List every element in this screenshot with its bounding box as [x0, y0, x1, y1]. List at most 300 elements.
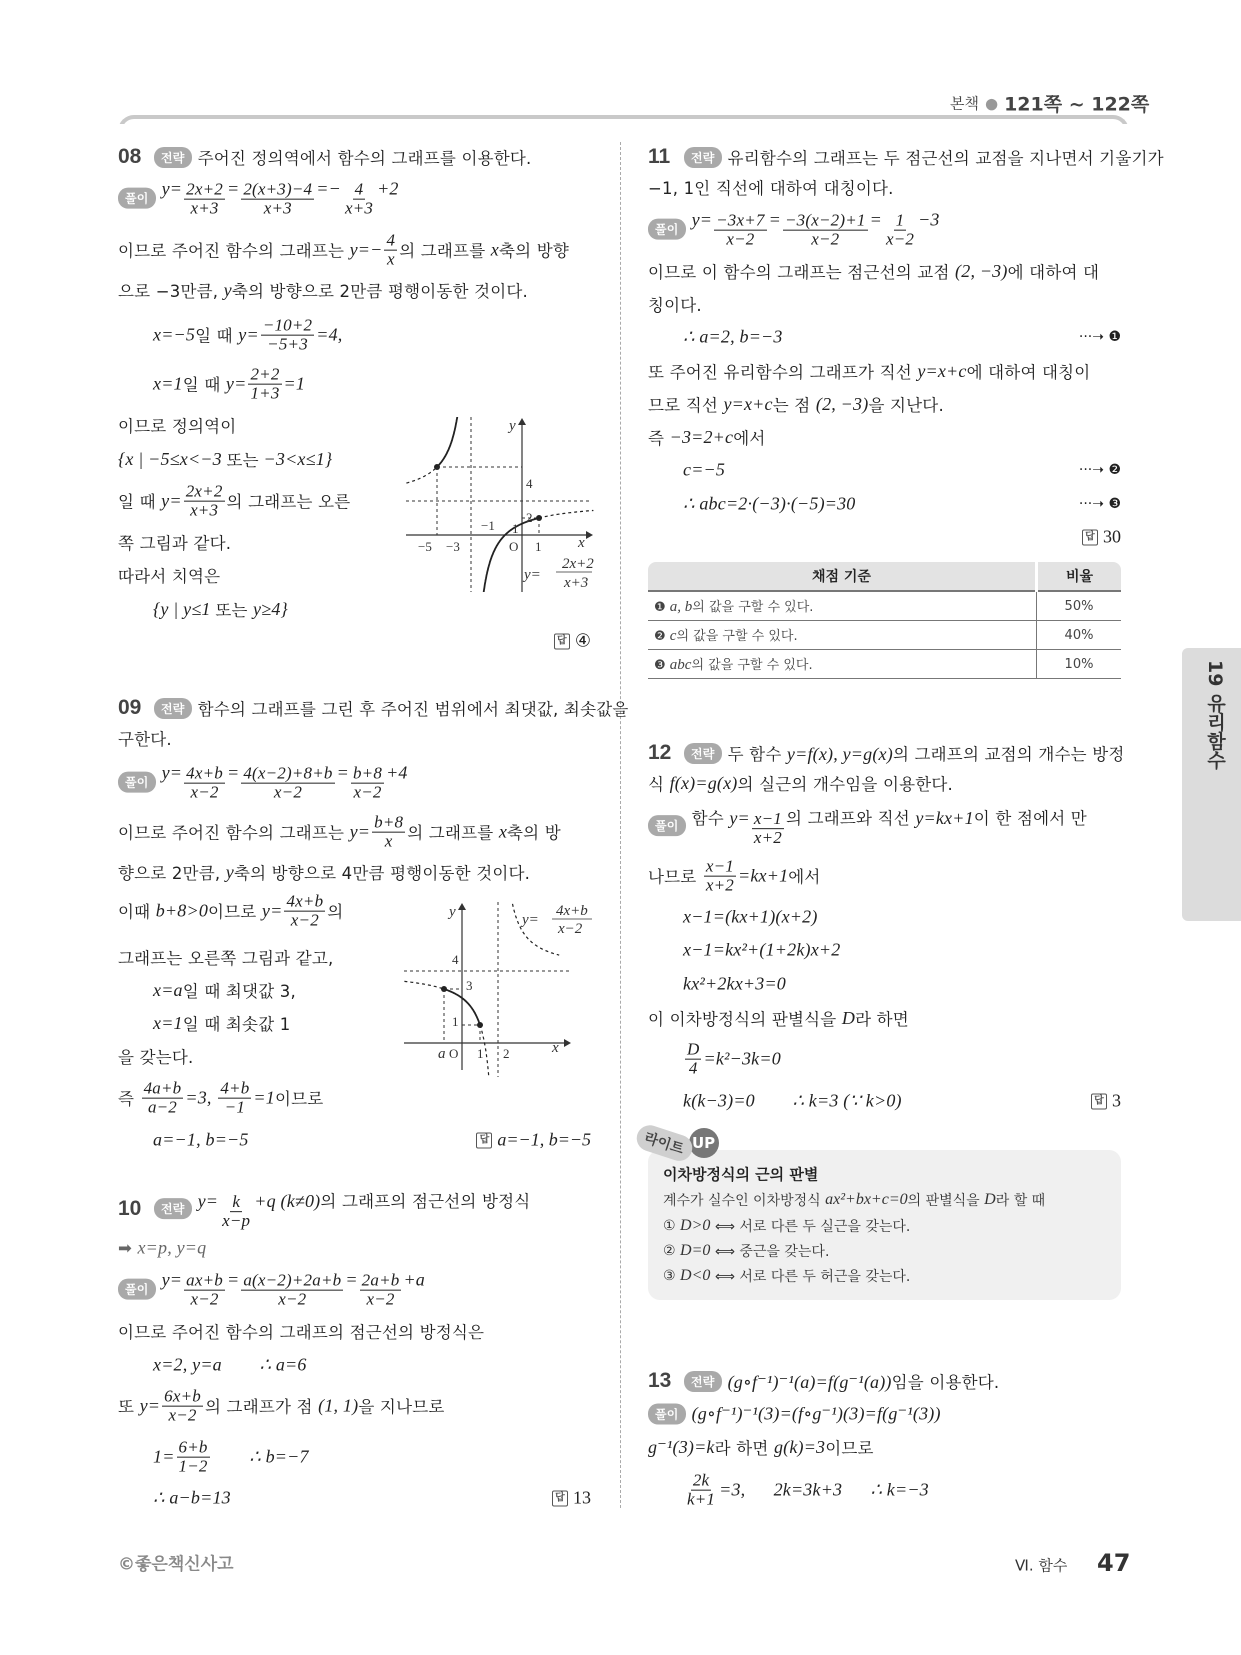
answer-value: ④ [574, 630, 591, 651]
asymptote-hint [118, 1238, 206, 1259]
answer [1091, 1091, 1121, 1112]
math-segment: x [498, 821, 508, 842]
text-segment: 일 때 [182, 376, 226, 395]
ratio-cell: 40% [1037, 621, 1122, 650]
math-segment: g⁻¹(3)=k [648, 1436, 715, 1457]
text-line [118, 1044, 193, 1068]
text-line [683, 1041, 781, 1078]
fraction [248, 366, 281, 403]
text-segment: 을 지난다. [868, 396, 944, 415]
answer-value: 3 [1112, 1090, 1121, 1111]
text-segment: 이므로 이 함수의 그래프는 점근선의 교점 [648, 263, 956, 282]
fraction-denominator: −1 [224, 1097, 246, 1117]
fraction [241, 1272, 343, 1309]
step-number-icon: ❷ [654, 629, 666, 644]
text-line [118, 232, 569, 269]
fraction [783, 212, 868, 249]
text-segment: 일 때 최댓값 3, [182, 982, 296, 1001]
fraction-numerator: 2+2 [250, 364, 280, 384]
x-tick-label: 2 [503, 1046, 510, 1061]
text-line [683, 974, 786, 995]
text-segment: 에서 [788, 868, 821, 887]
fraction [343, 181, 375, 218]
book-label: 본책 [950, 94, 979, 113]
fraction-numerator: 2x+2 [185, 481, 223, 501]
fraction-numerator: 2a+b [361, 1270, 400, 1290]
text-segment: 을 갖는다. [118, 1048, 194, 1067]
fraction-numerator: x−1 [705, 856, 734, 876]
math-segment: x=2, y=a ∴ a=6 [153, 1354, 307, 1375]
text-line [153, 1439, 309, 1476]
text-segment: 라 할 때 [995, 1193, 1046, 1209]
fraction-denominator: k+1 [687, 1489, 716, 1509]
text-line [118, 814, 561, 851]
y-axis-label: y [509, 418, 516, 434]
x-intercept-label: −1 [481, 518, 495, 533]
curve-label-numerator: 4x+b [556, 903, 588, 919]
math-segment: =k²−3k=0 [703, 1048, 781, 1069]
badge-text: 라이트 [633, 1122, 695, 1164]
text-segment: 의 판별식을 [907, 1193, 985, 1209]
column-header: 비율 [1037, 562, 1122, 591]
text-line [118, 447, 332, 471]
strategy-line [684, 145, 1164, 169]
text-line [153, 1130, 249, 1151]
column-header: 채점 기준 [648, 562, 1037, 591]
x-axis-arrow-icon [586, 531, 593, 539]
fraction [184, 765, 225, 802]
text-segment: 이므로 [274, 1090, 324, 1109]
strategy-badge: 전략 [154, 1199, 192, 1220]
text-segment: 을 지나므로 [358, 1398, 445, 1417]
x-tick-label: 1 [477, 1046, 484, 1061]
x-axis-label: x [578, 535, 585, 551]
text-segment: ➡ [118, 1238, 138, 1258]
step-number-icon: ❶ [654, 600, 666, 615]
math-segment: = [226, 178, 240, 199]
text-segment: 이므로 [825, 1439, 874, 1458]
y-tick-label: 1 [512, 521, 519, 536]
solution-badge: 풀이 [118, 188, 156, 209]
math-segment: (1, 1) [318, 1395, 359, 1416]
fraction-denominator: x+2 [753, 828, 782, 847]
fraction-denominator: 1−2 [178, 1456, 208, 1476]
text-segment: 라 하면 [714, 1439, 774, 1458]
fraction-denominator: x−2 [273, 782, 303, 802]
table-row [648, 650, 1121, 679]
chapter-label: Ⅵ. 함수 [1015, 1556, 1068, 1575]
fraction-numerator: 2k [692, 1470, 710, 1490]
ratio-cell: 10% [1037, 650, 1122, 679]
math-segment: D>0 [680, 1217, 711, 1234]
text-segment: 일 때 최솟값 1 [182, 1015, 291, 1034]
criterion-variable: a, b [669, 599, 693, 615]
solution-line [118, 1270, 425, 1309]
y-tick-label: 4 [452, 952, 459, 967]
math-segment: −3=2+c [669, 426, 734, 447]
fraction-numerator: k [232, 1192, 241, 1212]
text-line [683, 327, 783, 348]
text-segment: 라 하면 [855, 1010, 909, 1029]
bullet-icon: ● [984, 94, 999, 112]
math-segment: =3, [185, 1087, 217, 1108]
text-line [153, 597, 288, 621]
math-segment: +a [403, 1269, 425, 1290]
problem-number: 10 [118, 1197, 142, 1220]
solution-line [118, 763, 408, 802]
math-segment: c=−5 [683, 459, 726, 480]
text-line [118, 1319, 484, 1343]
chapter-tab[interactable] [1182, 648, 1241, 921]
text-segment: 축의 방향 [498, 242, 569, 261]
text-line [648, 359, 1090, 383]
fraction-numerator: a(x−2)+2a+b [243, 1270, 342, 1290]
fraction [284, 893, 325, 930]
math-segment: = [226, 1269, 240, 1290]
y-tick-label: 2 [526, 510, 533, 525]
solution-badge: 풀이 [648, 219, 686, 240]
text-segment: 이 한 점에서 만 [973, 809, 1087, 829]
dashed-curve [404, 981, 444, 989]
text-line [648, 292, 702, 316]
math-segment: +q (k≠0) [254, 1191, 321, 1212]
math-segment: g(k)=3 [773, 1436, 826, 1457]
problem-number: 13 [648, 1369, 672, 1392]
criterion-cell [648, 621, 1037, 650]
text-segment: ② [663, 1243, 681, 1259]
math-segment: y= [197, 1191, 219, 1212]
table-row [648, 591, 1121, 621]
fraction [360, 1272, 402, 1309]
text-segment: 므로 직선 [648, 396, 724, 415]
strategy-text [728, 1369, 1000, 1393]
graph-08 [406, 417, 596, 592]
text-segment: 함수 [691, 809, 730, 829]
text-segment: 두 함수 [727, 745, 787, 764]
curve-label-denominator: x+3 [564, 575, 589, 591]
strategy-badge: 전략 [684, 743, 722, 764]
strategy-line [154, 696, 629, 720]
text-segment: ⟺ 서로 다른 두 허근을 갖는다. [710, 1269, 911, 1285]
math-segment: = [345, 1269, 358, 1290]
text-segment: 이므로 주어진 함수의 그래프는 [118, 242, 350, 261]
math-segment: (g∘f⁻¹)⁻¹(a)=f(g⁻¹(a)) [727, 1372, 892, 1392]
text-line [648, 1006, 909, 1030]
dashed-curve [539, 510, 593, 518]
criterion-variable: c [669, 628, 677, 644]
text-segment: ① [663, 1218, 681, 1234]
math-segment: +2 [377, 178, 399, 199]
answer-icon: 답 [476, 1132, 492, 1148]
fraction [752, 810, 784, 847]
fraction-numerator: b+8 [352, 763, 383, 783]
text-line [683, 494, 856, 515]
page-range-header [950, 90, 1149, 117]
text-line [683, 907, 818, 928]
fraction-numerator: ax+b [186, 1270, 223, 1290]
scoring-table [648, 562, 1121, 679]
text-segment: 임을 이용한다. [891, 1373, 1000, 1392]
strategy-text [198, 145, 532, 169]
text-segment: 주어진 정의역에서 함수의 그래프를 이용한다. [197, 149, 532, 168]
fraction-numerator: D [687, 1039, 700, 1059]
answer [476, 1130, 591, 1151]
fraction-denominator: x−2 [168, 1405, 197, 1425]
curve-label-denominator: x−2 [558, 921, 583, 937]
math-segment: (g∘f⁻¹)⁻¹(3)=(f∘g⁻¹)(3)=f(g⁻¹(3)) [691, 1403, 941, 1424]
math-segment: −3<x≤1} [258, 448, 333, 469]
math-segment: x=−5 [153, 324, 196, 345]
light-up-badge [636, 1128, 719, 1158]
y-tick-label: 3 [466, 978, 473, 993]
fraction [261, 317, 314, 354]
text-line [118, 413, 236, 437]
strategy-line [684, 741, 1125, 765]
math-segment: = [768, 209, 781, 230]
text-segment: 축의 방향으로 2만큼 평행이동한 것이다. [231, 282, 528, 301]
fraction-numerator: 6+b [178, 1437, 208, 1457]
criterion-cell [648, 591, 1037, 621]
math-segment: y= [225, 373, 247, 394]
text-segment: 그래프는 오른쪽 그림과 같고, [118, 949, 334, 968]
answer-icon: 답 [552, 1490, 568, 1506]
fraction-denominator: x+3 [190, 500, 219, 520]
math-segment: y [223, 279, 232, 300]
math-segment: x=p, y=q [137, 1237, 207, 1258]
math-segment: =3, 2k=3k+3 ∴ k=−3 [719, 1479, 929, 1500]
text-line [683, 1472, 929, 1509]
criterion-text: 의 값을 구할 수 있다. [676, 629, 798, 644]
fraction-numerator: 4(x−2)+8+b [243, 763, 333, 783]
criterion-cell [648, 650, 1037, 679]
column-divider [620, 142, 621, 1508]
math-segment: x=1 [153, 373, 183, 394]
fraction [685, 1472, 717, 1509]
answer-value: 30 [1103, 526, 1121, 547]
answer-value: a=−1, b=−5 [497, 1129, 591, 1150]
fraction-numerator: −10+2 [262, 315, 313, 335]
text-segment: 에 대하여 대 [1007, 263, 1100, 282]
text-segment: 이므로 주어진 함수의 그래프의 점근선의 방정식은 [118, 1323, 485, 1342]
solution-line [118, 179, 399, 218]
math-segment: y=kx+1 [915, 808, 974, 829]
math-segment: x=a [153, 979, 183, 1000]
text-line [683, 460, 725, 481]
fraction-numerator: 4+b [220, 1078, 250, 1098]
solution-text [162, 1270, 425, 1309]
text-segment: 의 그래프가 점 [204, 1398, 319, 1417]
math-segment: (2, −3) [815, 393, 869, 414]
fraction-denominator: x−2 [811, 229, 840, 249]
answer-value: 13 [573, 1487, 591, 1508]
fraction-numerator: 4a+b [143, 1078, 182, 1098]
fraction-denominator: x−2 [278, 1289, 307, 1309]
dashed-curve [406, 467, 437, 483]
math-segment: D<0 [680, 1267, 711, 1284]
answer-icon: 답 [1082, 529, 1098, 545]
text-segment: 일 때 [195, 327, 239, 346]
tip-item [663, 1266, 910, 1286]
y-tick-label: 1 [452, 1014, 459, 1029]
math-segment: y= [261, 900, 283, 921]
text-segment: 식 [648, 775, 670, 794]
text-line [683, 1091, 902, 1112]
text-segment: 이므로 정의역이 [118, 417, 237, 436]
fraction [162, 1388, 203, 1425]
problem-number: 12 [648, 741, 672, 764]
math-segment: y=− [349, 239, 383, 260]
fraction-denominator: x+2 [705, 875, 734, 895]
text-segment: 따라서 치역은 [118, 567, 221, 586]
text-segment: 향으로 2만큼, [118, 864, 226, 883]
tip-title: 이차방정식의 근의 판별 [663, 1165, 819, 1184]
strategy-text [198, 696, 629, 720]
math-segment: f(x)=g(x) [669, 772, 738, 793]
chapter-tab-label: 19 유리함수 [1204, 660, 1226, 770]
solution-line [648, 210, 940, 249]
text-segment: 축의 방 [507, 824, 561, 843]
answer-icon: 답 [1091, 1093, 1107, 1109]
text-segment: 으로 −3만큼, [118, 282, 224, 301]
fraction-numerator: −3x+7 [716, 210, 765, 230]
text-line [118, 278, 528, 302]
text-segment: 는 점 [772, 396, 816, 415]
math-segment: =4, [316, 324, 343, 345]
text-segment: 의 그래프의 점근선의 방정식 [320, 1192, 531, 1212]
math-segment: =kx+1 [738, 865, 789, 886]
text-segment: 이때 [118, 903, 156, 922]
table-row [648, 621, 1121, 650]
page-number: 47 [1097, 1549, 1131, 1577]
fraction [704, 858, 736, 895]
problem-number: 11 [648, 145, 671, 168]
page-range: 121쪽 ~ 122쪽 [1004, 93, 1150, 116]
fraction [372, 814, 405, 851]
fraction [177, 1439, 210, 1476]
ratio-cell: 50% [1037, 591, 1122, 621]
fraction-numerator: b+8 [374, 812, 404, 832]
solution-text [162, 763, 408, 802]
answer [552, 1488, 591, 1509]
text-segment: 칭이다. [648, 296, 702, 315]
text-segment: 에서 [733, 429, 766, 448]
text-segment: ③ [663, 1268, 681, 1284]
fraction [220, 1193, 252, 1230]
strategy-text [648, 771, 953, 795]
math-segment: ax²+bx+c=0 [825, 1191, 908, 1208]
fraction-numerator: 2x+2 [186, 179, 223, 199]
math-segment: x−1=kx²+(1+2k)x+2 [683, 939, 841, 960]
text-segment: 일 때 [118, 493, 162, 512]
text-segment: 의 그래프의 교점의 개수는 방정 [892, 745, 1125, 764]
math-segment: y=x+c [917, 360, 967, 381]
text-segment: 축의 방향으로 4만큼 평행이동한 것이다. [233, 864, 531, 883]
fraction-denominator: x−2 [726, 229, 755, 249]
math-segment: y= [349, 821, 371, 842]
fraction [184, 1272, 225, 1309]
text-segment: 이므로 [208, 903, 262, 922]
fraction-denominator: −5+3 [267, 334, 308, 354]
strategy-badge: 전략 [684, 1371, 722, 1392]
text-segment: 즉 [648, 429, 670, 448]
text-line [153, 978, 296, 1002]
math-segment: ∴ a−b=13 [153, 1487, 231, 1508]
math-segment: =1 [253, 1087, 275, 1108]
fraction-numerator: 2(x+3)−4 [243, 179, 313, 199]
text-segment: 계수가 실수인 이차방정식 [663, 1193, 826, 1209]
dashed-curve [511, 902, 559, 955]
fraction-numerator: 4 [386, 230, 396, 250]
text-line [153, 317, 343, 354]
criterion-text: 의 값을 구할 수 있다. [691, 658, 813, 673]
text-line [648, 858, 821, 895]
text-line [153, 1488, 231, 1509]
criterion-variable: abc [669, 657, 692, 673]
fraction [241, 181, 314, 218]
fraction-denominator: x [384, 831, 393, 851]
text-segment: 이 이차방정식의 판별식을 [648, 1010, 842, 1029]
origin-label: O [509, 539, 519, 554]
curve-label: y= [524, 567, 541, 583]
fraction [184, 181, 225, 218]
origin-label: O [449, 1046, 459, 1061]
publisher-logo: ©좋은책신사고 [118, 1554, 234, 1575]
text-segment: ⟺ 중근을 갖는다. [710, 1244, 830, 1260]
step-number-icon: ❸ [654, 658, 666, 673]
math-segment: = [226, 762, 240, 783]
y-tick-label: 4 [526, 476, 533, 491]
fraction [384, 232, 397, 269]
math-segment: y= [139, 1395, 161, 1416]
math-segment: ∴ b=−7 [211, 1446, 309, 1467]
fraction-numerator: x−1 [753, 809, 782, 829]
fraction-denominator: x−2 [366, 1289, 395, 1309]
math-segment: y [225, 861, 234, 882]
text-segment: 또 [118, 1398, 140, 1417]
curve-label: y= [522, 912, 539, 928]
strategy-badge: 전략 [154, 698, 192, 719]
math-segment: x=1 [153, 1012, 183, 1033]
math-segment: y= [238, 324, 259, 345]
math-segment: y= [161, 490, 182, 511]
answer [554, 631, 591, 652]
math-segment: D [841, 1007, 856, 1028]
math-segment: {y | y≤1 [153, 598, 216, 619]
math-segment: x [490, 239, 499, 260]
x-axis-label: x [552, 1040, 559, 1056]
math-segment: ∴ a=2, b=−3 [683, 326, 783, 347]
strategy-text [198, 1188, 531, 1230]
solution-badge: 풀이 [648, 816, 686, 837]
text-line [648, 1435, 874, 1459]
fraction-numerator: 4 [354, 179, 364, 199]
fraction-denominator: x+3 [263, 198, 292, 218]
tip-item [663, 1241, 829, 1261]
text-line [118, 530, 231, 554]
text-segment: ⟺ 서로 다른 두 실근을 갖는다. [710, 1219, 911, 1235]
text-line [648, 392, 944, 416]
math-segment: y= [161, 178, 183, 199]
badge-up: UP [689, 1128, 719, 1158]
fraction-numerator: 4x+b [286, 891, 324, 911]
fraction-denominator: x [386, 249, 395, 269]
graph-09 [404, 902, 594, 1077]
math-segment: kx²+2kx+3=0 [683, 973, 786, 994]
strategy-text [728, 741, 1125, 765]
math-segment: y= [161, 762, 183, 783]
step-marker: ···➝ ❶ [1078, 329, 1121, 345]
math-segment: y=f(x), y=g(x) [786, 744, 893, 764]
